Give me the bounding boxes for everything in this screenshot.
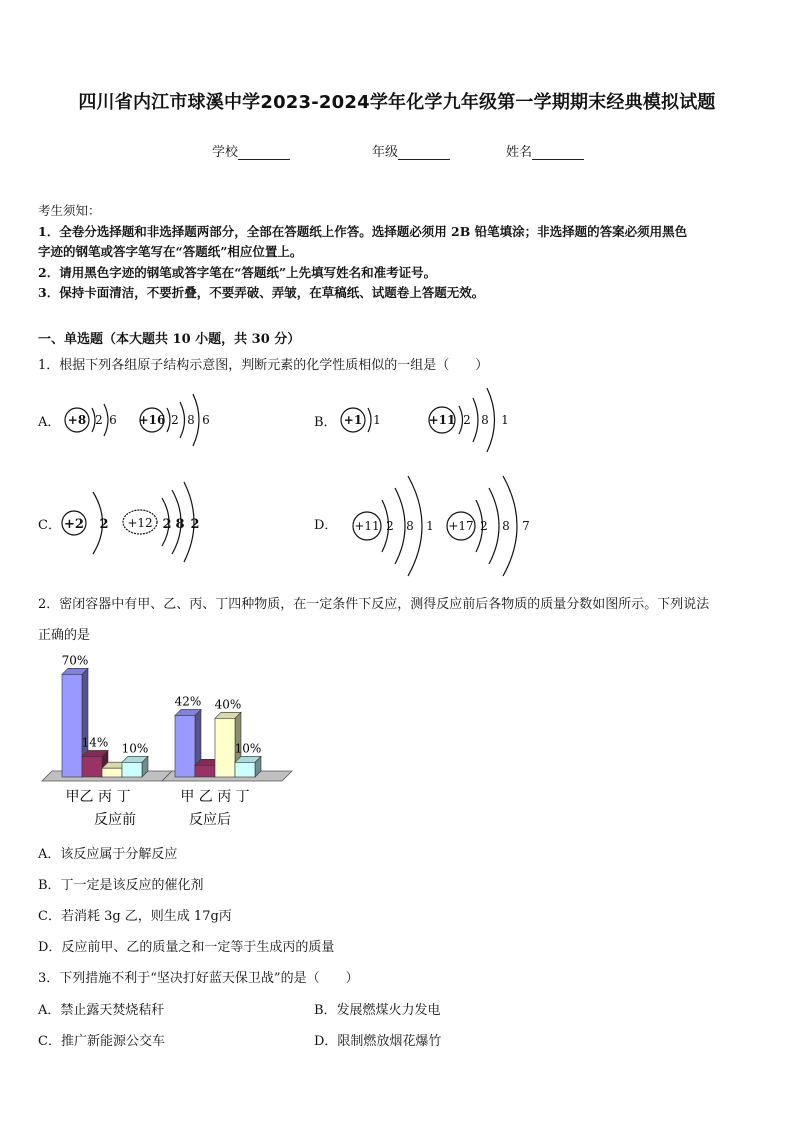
shell-count: 2 <box>95 413 103 427</box>
notice-heading: 考生须知： <box>38 203 101 218</box>
q2-option-b[interactable]: B．丁一定是该反应的催化剂 <box>38 878 204 893</box>
bar <box>62 674 82 777</box>
shell-count: 2 <box>162 517 172 532</box>
q1-option-c-label[interactable]: C． <box>38 518 61 533</box>
shell-count: 6 <box>202 413 210 427</box>
shell-count: 8 <box>502 519 510 533</box>
notice-item: 字迹的钢笔或答字笔写在“答题纸”相应位置上。 <box>38 244 303 259</box>
bar-value-label: 10% <box>121 741 149 756</box>
group-label-before: 反应前 <box>94 812 136 828</box>
bar-chart <box>30 648 300 833</box>
nucleus-label: +11 <box>428 413 456 427</box>
shell-count: 1 <box>426 519 434 533</box>
bar <box>82 756 102 777</box>
q2-option-d[interactable]: D．反应前甲、乙的质量之和一定等于生成丙的质量 <box>38 940 335 955</box>
shell-count: 8 <box>175 517 185 532</box>
shell-arc <box>489 488 499 564</box>
shell-count: 2 <box>171 413 179 427</box>
nucleus-label: +8 <box>67 413 87 427</box>
notice-item: 1．全卷分选择题和非选择题两部分，全部在答题纸上作答。选择题必须用 2B 铅笔填涂；非选择题的答案必须用黑色 <box>38 223 688 239</box>
shell-count: 2 <box>463 413 471 427</box>
q3-stem: 3．下列措施不利于“坚决打好蓝天保卫战”的是（ ） <box>38 971 359 986</box>
name-field: 姓名 <box>506 141 584 160</box>
shell-count: 1 <box>501 413 509 427</box>
q1-option-a-label[interactable]: A． <box>38 415 61 430</box>
q2-stem-line1: 2．密闭容器中有甲、乙、丙、丁四种物质，在一定条件下反应，测得反应前后各物质的质量分数如图所示。下列说法 <box>38 597 710 612</box>
bar <box>195 765 215 777</box>
notice <box>38 201 758 304</box>
section-heading: 一、单选题（本大题共 10 小题，共 30 分） <box>38 332 301 347</box>
shell-arc <box>104 404 108 436</box>
bar <box>102 768 122 777</box>
bar-value-label: 10% <box>234 741 262 756</box>
shell-count: 2 <box>99 517 109 532</box>
notice-item: 3．保持卡面清洁，不要折叠，不要弄破、弄皱，在草稿纸、试题卷上答题无效。 <box>38 285 485 300</box>
q1-option-d-label[interactable]: D． <box>314 518 338 533</box>
bar <box>235 762 255 777</box>
shell-arc <box>473 398 478 442</box>
nucleus-label: +2 <box>64 517 84 532</box>
bar <box>175 715 195 777</box>
shell-arc <box>395 488 405 564</box>
shell-count: 2 <box>480 519 488 533</box>
q3-option-d[interactable]: D．限制燃放烟花爆竹 <box>314 1034 442 1049</box>
shell-arc <box>180 402 185 438</box>
shell-count: 7 <box>522 519 530 533</box>
shell-count: 2 <box>386 519 394 533</box>
atom-diagrams <box>0 380 794 580</box>
shell-arc <box>459 406 463 434</box>
q2-stem-line2: 正确的是 <box>38 628 91 643</box>
nucleus-label: +11 <box>354 519 380 533</box>
page-title: 四川省内江市球溪中学2023-2024学年化学九年级第一学期期末经典模拟试题 <box>78 92 716 113</box>
q3-option-c[interactable]: C．推广新能源公交车 <box>38 1034 165 1049</box>
bar-value-label: 70% <box>61 653 89 668</box>
shell-count: 8 <box>406 519 414 533</box>
q3-option-b[interactable]: B．发展燃煤火力发电 <box>314 1003 441 1018</box>
nucleus-label: +12 <box>127 516 153 530</box>
bar <box>215 718 235 777</box>
category-labels-after: 甲 乙 丙 丁 <box>180 789 250 805</box>
bar <box>122 762 142 777</box>
nucleus-label: +17 <box>448 519 474 533</box>
q2-option-c[interactable]: C．若消耗 3g 乙，则生成 17g丙 <box>38 909 232 924</box>
shell-arc <box>368 408 371 432</box>
bar-value-label: 42% <box>174 694 202 709</box>
q1-stem: 1．根据下列各组原子结构示意图，判断元素的化学性质相似的一组是（ ） <box>38 358 489 373</box>
grade-field: 年级 <box>372 141 450 160</box>
school-field: 学校 <box>212 141 290 160</box>
shell-arc <box>167 408 170 432</box>
nucleus-label: +1 <box>343 413 363 427</box>
category-labels-before: 甲乙 丙 丁 <box>65 789 131 805</box>
q1-option-b-label[interactable]: B． <box>314 415 337 430</box>
shell-count: 8 <box>187 413 195 427</box>
shell-count: 1 <box>373 413 381 427</box>
notice-item: 2．请用黑色字迹的钢笔或答字笔在“答题纸”上先填写姓名和准考证号。 <box>38 264 437 280</box>
bar-value-label: 40% <box>214 697 242 712</box>
group-label-after: 反应后 <box>189 812 231 828</box>
nucleus-label: +16 <box>138 413 166 427</box>
shell-count: 6 <box>109 413 117 427</box>
q2-option-a[interactable]: A．该反应属于分解反应 <box>38 847 178 862</box>
shell-count: 8 <box>481 413 489 427</box>
bar-value-label: 14% <box>81 735 109 750</box>
shell-count: 2 <box>190 517 200 532</box>
q3-option-a[interactable]: A．禁止露天焚烧秸秆 <box>38 1003 165 1018</box>
